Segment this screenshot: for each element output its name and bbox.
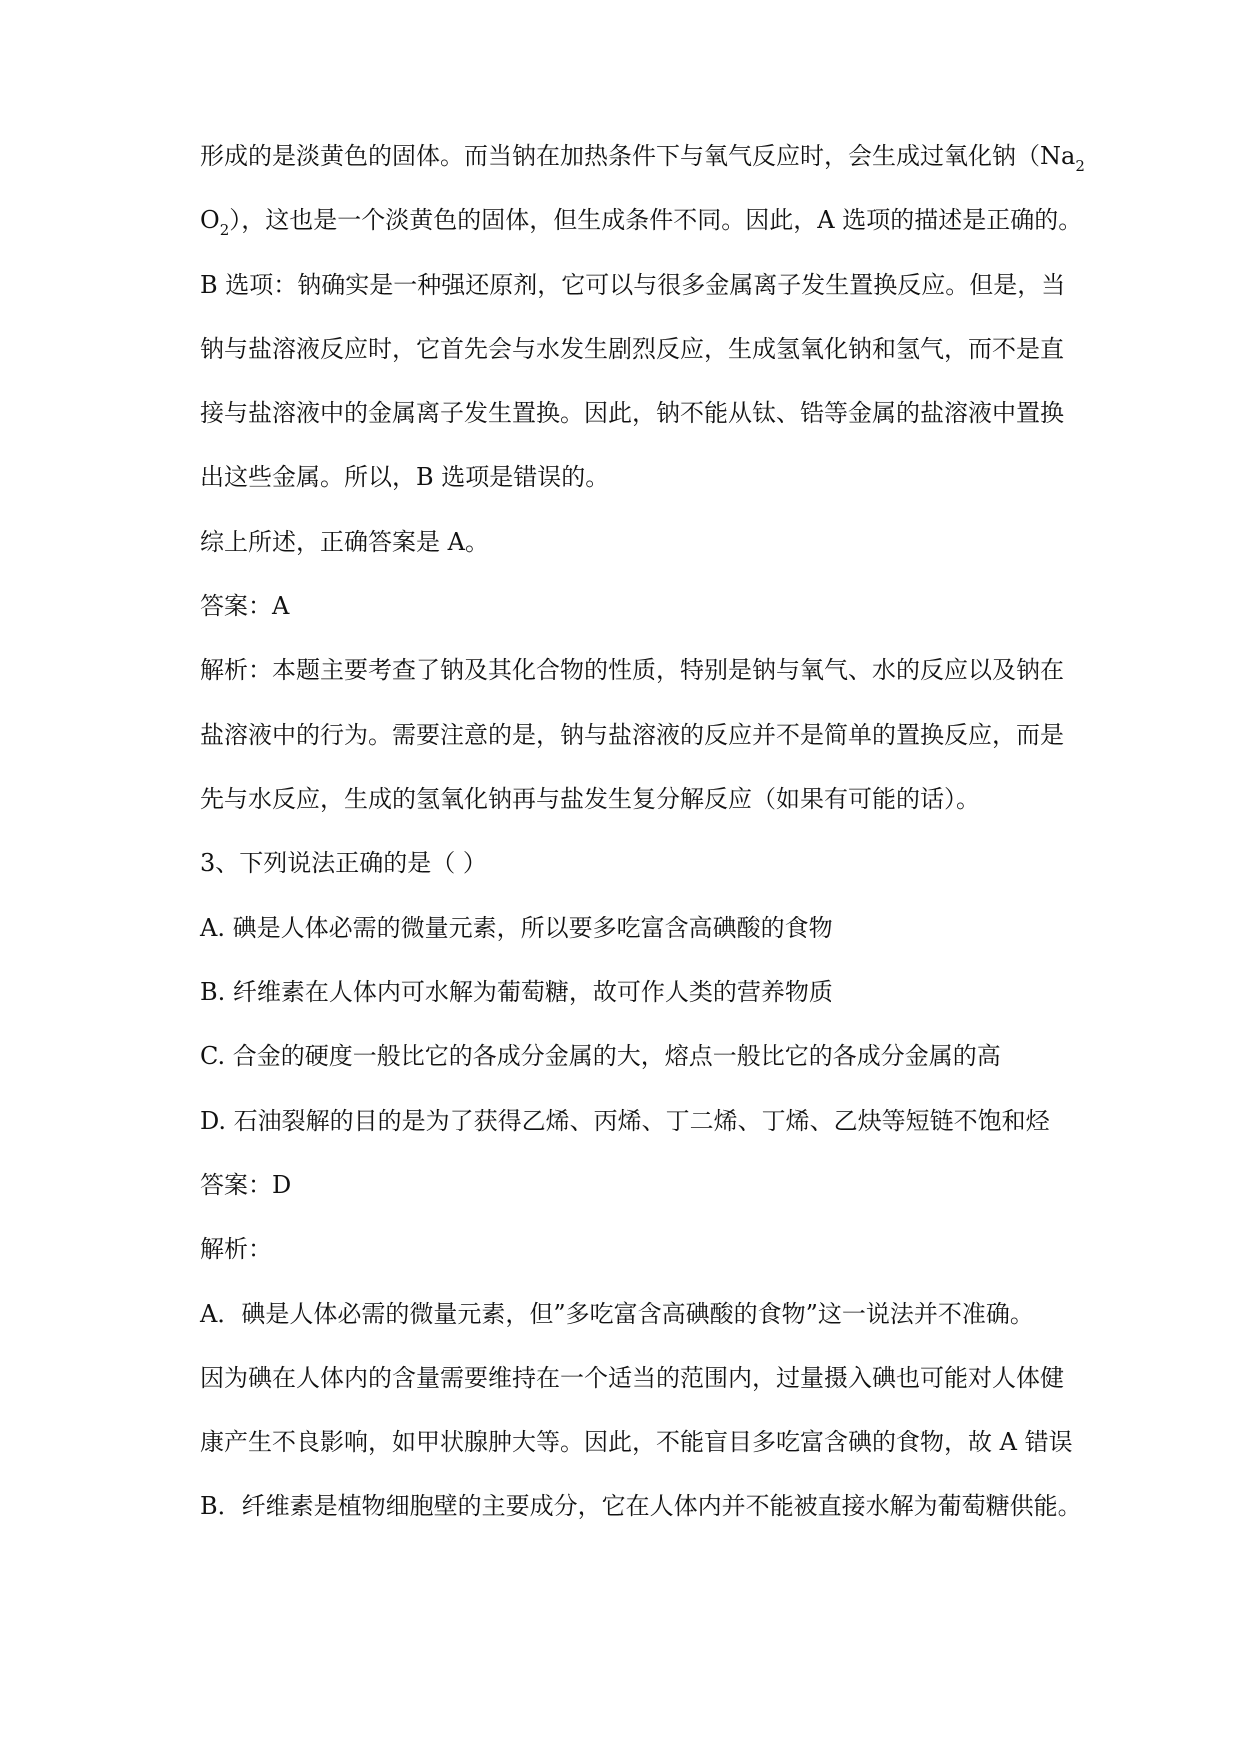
text-run: 形成的是淡黄色的固体。而当钠在加热条件下与氧气反应时，会生成过氧化钠（Na (200, 142, 1076, 170)
summary-line: 综上所述，正确答案是 A。 (200, 528, 489, 556)
option-b: B. 纤维素在人体内可水解为葡萄糖，故可作人类的营养物质 (200, 978, 833, 1006)
text-run: ），这也是一个淡黄色的固体，但生成条件不同。因此，A 选项的描述是正确的。 (229, 206, 1083, 234)
question-stem: 3、下列说法正确的是（ ） (200, 849, 487, 877)
subscript: 2 (219, 221, 230, 239)
analysis-line: 先与水反应，生成的氢氧化钠再与盐发生复分解反应（如果有可能的话）。 (200, 785, 980, 813)
text-run: O (200, 206, 220, 234)
text-line: 钠与盐溶液反应时，它首先会与水发生剧烈反应，生成氢氧化钠和氢气，而不是直 (200, 335, 1064, 363)
text-line: 出这些金属。所以，B 选项是错误的。 (200, 463, 610, 491)
analysis-line: 盐溶液中的行为。需要注意的是，钠与盐溶液的反应并不是简单的置换反应，而是 (200, 721, 1064, 749)
text-line (200, 202, 1082, 238)
analysis-line: 因为碘在人体内的含量需要维持在一个适当的范围内，过量摄入碘也可能对人体健 (200, 1364, 1064, 1392)
analysis-line: B．纤维素是植物细胞壁的主要成分，它在人体内并不能被直接水解为葡萄糖供能。 (200, 1492, 1082, 1520)
analysis-label: 解析： (200, 1235, 272, 1263)
answer-line: 答案：A (200, 592, 290, 620)
option-d: D. 石油裂解的目的是为了获得乙烯、丙烯、丁二烯、丁烯、乙炔等短链不饱和烃 (200, 1107, 1050, 1135)
text-line: B 选项：钠确实是一种强还原剂，它可以与很多金属离子发生置换反应。但是，当 (200, 271, 1066, 299)
analysis-line: 康产生不良影响，如甲状腺肿大等。因此，不能盲目多吃富含碘的食物，故 A 错误 (200, 1428, 1073, 1456)
option-a: A. 碘是人体必需的微量元素，所以要多吃富含高碘酸的食物 (200, 914, 833, 942)
subscript: 2 (1075, 157, 1085, 175)
text-line: 接与盐溶液中的金属离子发生置换。因此，钠不能从钛、锆等金属的盐溶液中置换 (200, 399, 1064, 427)
text-line (200, 138, 1085, 174)
analysis-line: 解析：本题主要考查了钠及其化合物的性质，特别是钠与氧气、水的反应以及钠在 (200, 656, 1064, 684)
option-c: C. 合金的硬度一般比它的各成分金属的大，熔点一般比它的各成分金属的高 (200, 1042, 1001, 1070)
analysis-line: A．碘是人体必需的微量元素，但”多吃富含高碘酸的食物”这一说法并不准确。 (200, 1300, 1034, 1328)
answer-line: 答案：D (200, 1171, 292, 1199)
